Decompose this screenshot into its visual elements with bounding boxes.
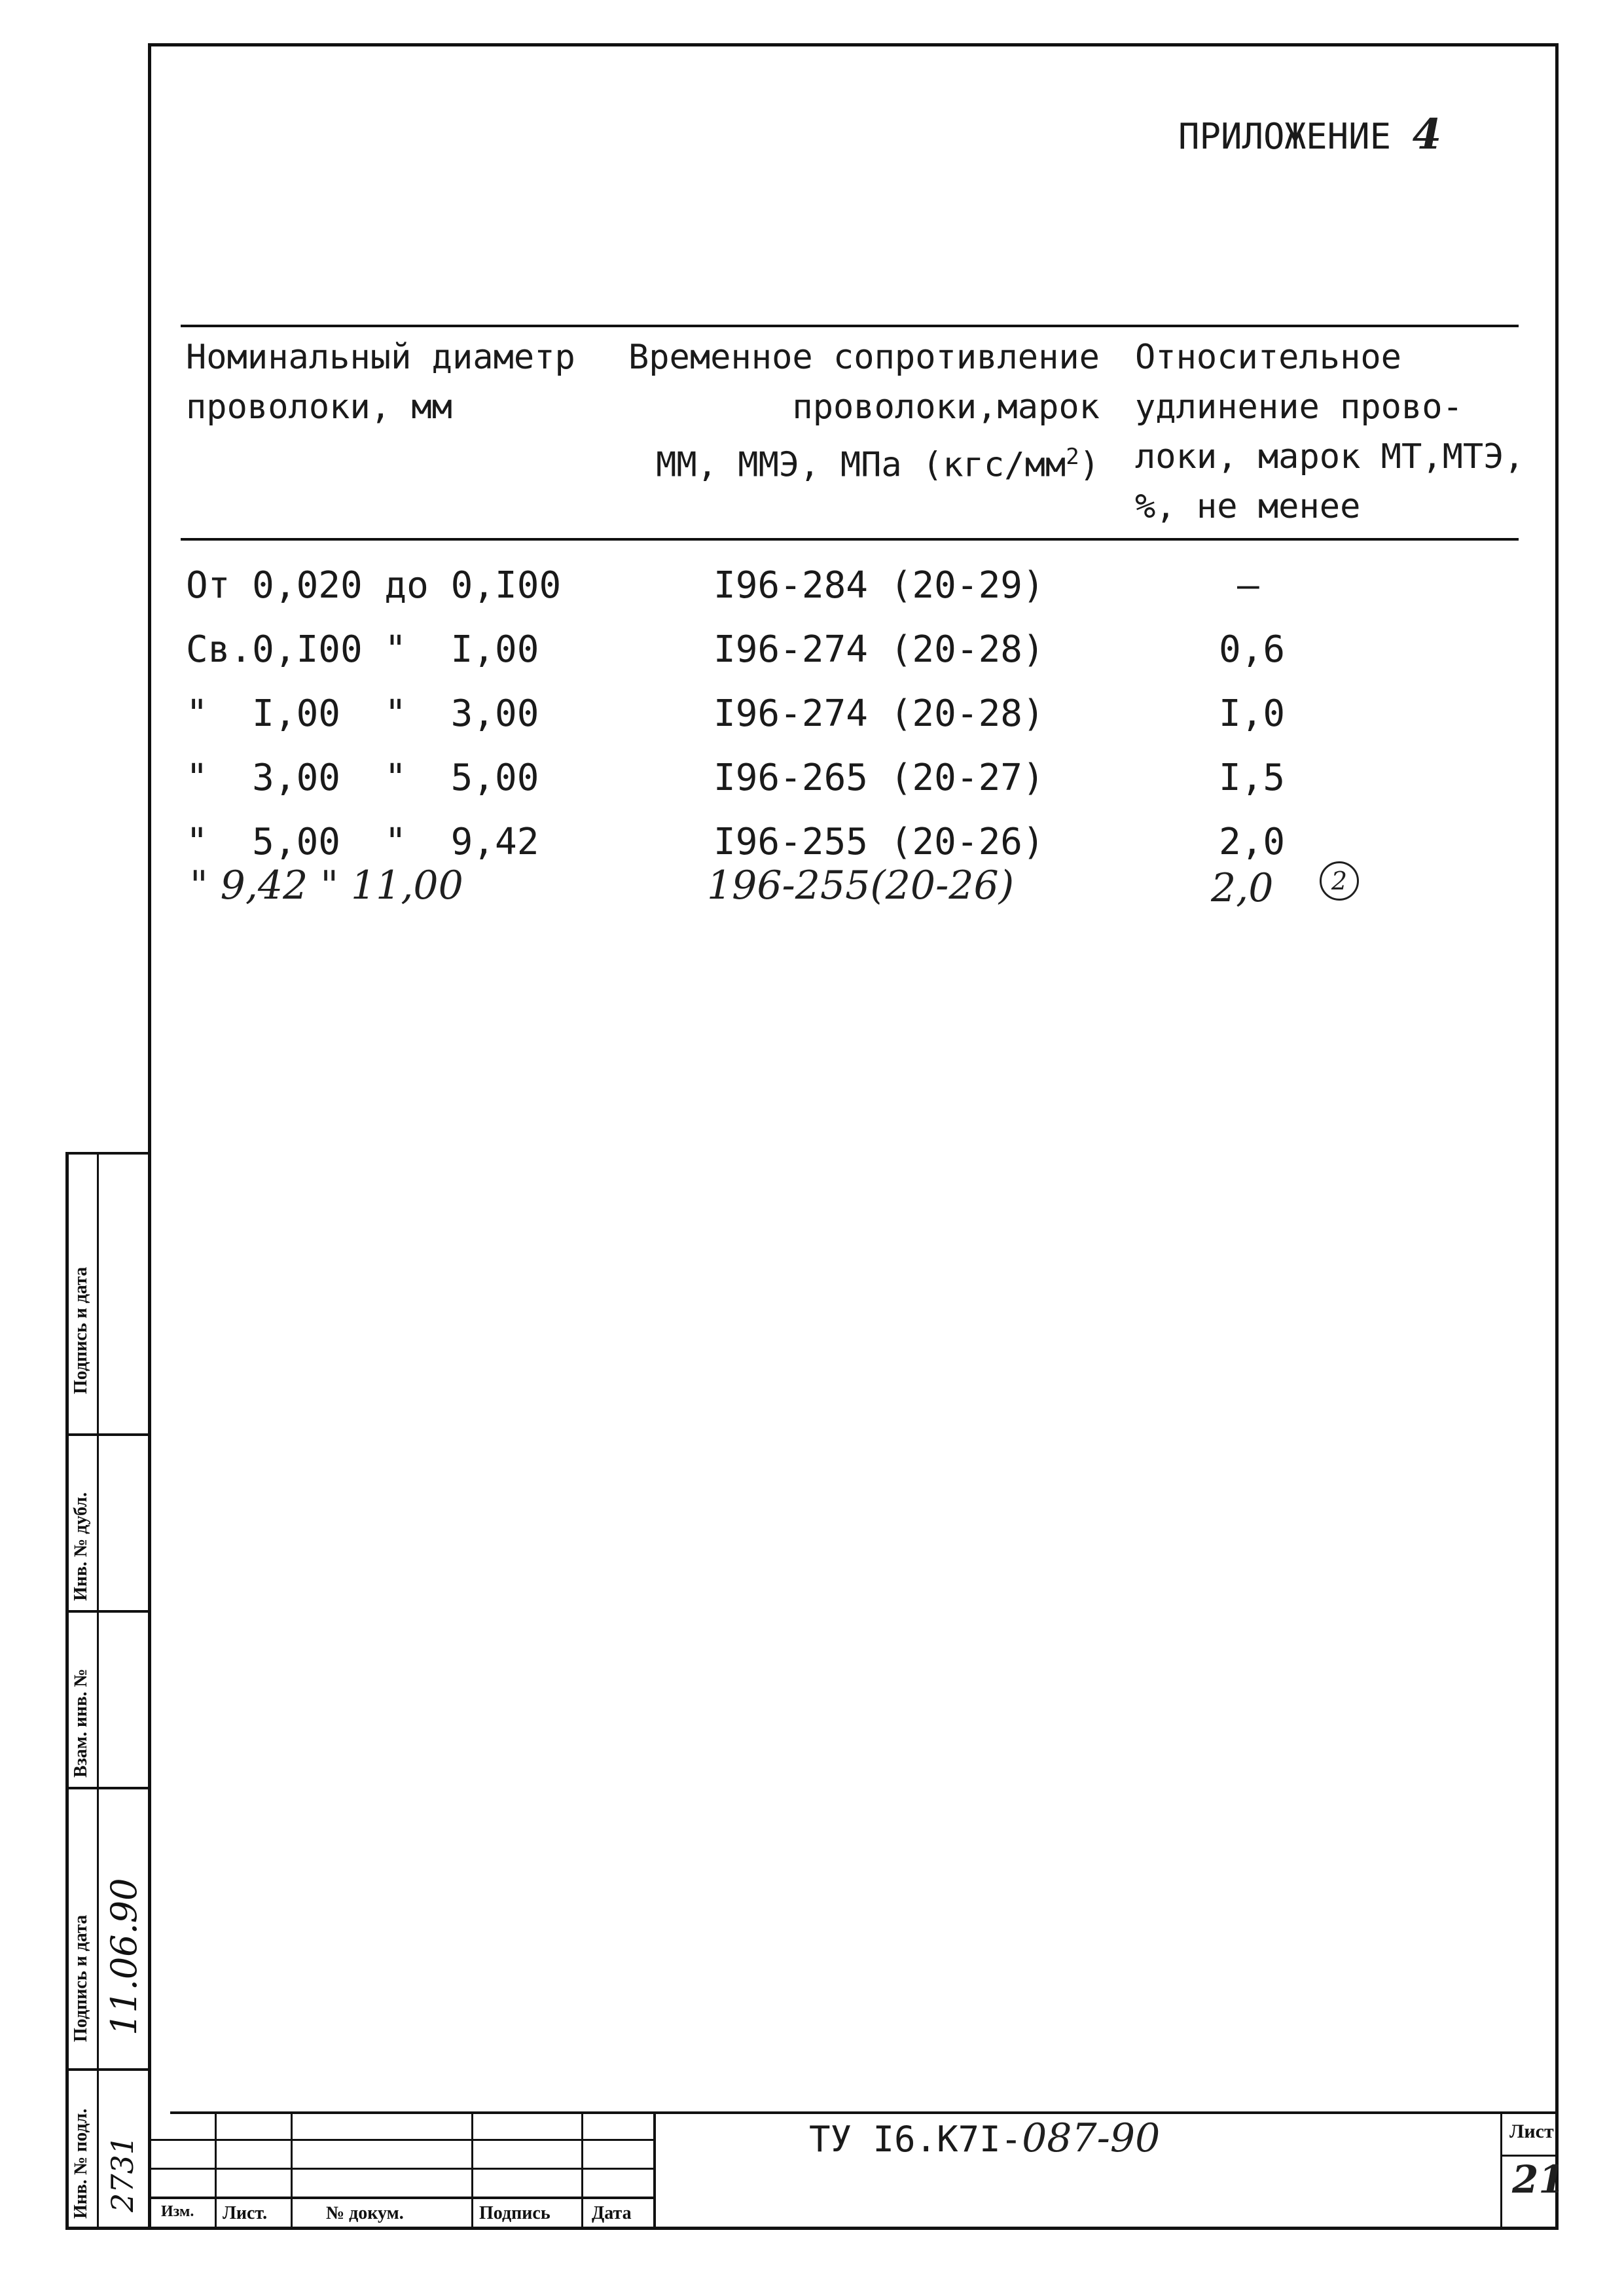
cell-elongation: 0,6 [1219, 628, 1286, 671]
appendix-label: ПРИЛОЖЕНИЕ [1178, 116, 1392, 157]
side-label-signature-date-2: Подпись и дата [71, 1266, 91, 1394]
title-block-col-3 [471, 2111, 473, 2229]
table-top-rule [181, 325, 1519, 327]
cell-strength: I96-265 (20-27) [713, 757, 1045, 799]
title-block-col-1 [215, 2111, 217, 2229]
sheet-number: 21 [1512, 2157, 1565, 2202]
sheet-box-divider [1500, 2155, 1557, 2157]
side-label-signature-date-1: Подпись и дата [71, 1914, 91, 2042]
title-block-col-2 [291, 2111, 293, 2229]
col-elongation-header-line2: удлинение прово- [1135, 387, 1463, 427]
title-block-row-3 [151, 2197, 655, 2199]
title-block-row-2 [151, 2168, 655, 2170]
document-code-typed: ТУ I6.К7I- [809, 2119, 1022, 2160]
document-code-handwritten: 087-90 [1022, 2115, 1161, 2161]
col-label-signature: Подпись [479, 2203, 550, 2223]
side-stamp-sep-3 [65, 1787, 149, 1789]
cell-elongation: 2,0 [1219, 821, 1286, 863]
frame-top [149, 43, 1558, 46]
col-label-sheet: Лист. [223, 2203, 268, 2223]
frame-bottom [65, 2227, 1559, 2230]
change-mark-number: 2 [1331, 867, 1348, 895]
cell-elongation: I,0 [1219, 692, 1286, 735]
cell-strength: I96-274 (20-28) [713, 692, 1045, 735]
cell-strength: I96-284 (20-29) [713, 564, 1045, 607]
cell-diameter: От 0,020 до 0,I00 [186, 564, 562, 607]
side-stamp-sep-2 [65, 1610, 149, 1613]
side-label-replacement-inv: Взам. инв. № [71, 1668, 91, 1778]
cell-diameter: Св.0,I00 " I,00 [186, 628, 539, 671]
col-label-date: Дата [592, 2203, 632, 2223]
col-label-change: Изм. [161, 2203, 194, 2220]
col-label-document-number: № докум. [326, 2203, 404, 2223]
cell-strength: I96-274 (20-28) [713, 628, 1045, 671]
col-diameter-header-line1: Номинальный диаметр [186, 338, 575, 377]
col-elongation-header-line4: %, не менее [1135, 487, 1361, 526]
appendix-heading [1178, 110, 1441, 159]
side-stamp-top [65, 1152, 149, 1155]
frame-right [1555, 43, 1559, 2229]
frame-left [148, 43, 151, 2229]
col-strength-header [622, 332, 1100, 490]
col-elongation-header [1135, 332, 1525, 531]
cell-diameter-handwritten: " 9,42 " 11,00 [190, 863, 463, 908]
side-stamp-sep-4 [65, 2068, 149, 2071]
cell-strength-handwritten: 196-255(20-26) [707, 863, 1015, 908]
title-block-top [170, 2111, 1555, 2114]
col-strength-header-line1: Временное сопротивление [628, 338, 1100, 377]
title-block-col-5 [653, 2111, 656, 2229]
appendix-number: 4 [1412, 110, 1442, 159]
side-handwritten-signature-date: 11.06.90 [103, 1878, 145, 2036]
side-label-inv-duplicate: Инв. № дубл. [71, 1492, 91, 1601]
col-diameter-header-line2: проволоки, мм [186, 387, 452, 427]
title-block-col-4 [581, 2111, 583, 2229]
unit-exponent: 2 [1066, 444, 1079, 470]
change-mark-circled [1320, 861, 1359, 901]
side-handwritten-inv-number: 2731 [105, 2135, 140, 2212]
col-elongation-header-line3: локи, марок МТ,МТЭ, [1135, 437, 1525, 476]
title-block-row-1 [151, 2139, 655, 2141]
sheet-label: Лист [1509, 2121, 1554, 2142]
cell-elongation: I,5 [1219, 757, 1286, 799]
document-code [809, 2115, 1160, 2161]
sheet-box-left [1500, 2111, 1502, 2229]
side-stamp-sep-1 [65, 1433, 149, 1436]
cell-elongation: – [1237, 564, 1259, 607]
col-strength-header-line2: проволоки,марок [792, 387, 1100, 427]
col-diameter-header [186, 332, 575, 432]
cell-strength: I96-255 (20-26) [713, 821, 1045, 863]
cell-diameter: " I,00 " 3,00 [186, 692, 539, 735]
cell-diameter: " 5,00 " 9,42 [186, 821, 539, 863]
col-elongation-header-line1: Относительное [1135, 338, 1401, 377]
col-strength-header-line3: ММ, ММЭ, МПа $(кгс/мм^2)$ [656, 444, 1100, 485]
side-label-inv-original: Инв. № подл. [71, 2108, 91, 2219]
table-header-rule [181, 538, 1519, 541]
cell-diameter: " 3,00 " 5,00 [186, 757, 539, 799]
cell-elongation-handwritten: 2,0 [1211, 865, 1274, 911]
